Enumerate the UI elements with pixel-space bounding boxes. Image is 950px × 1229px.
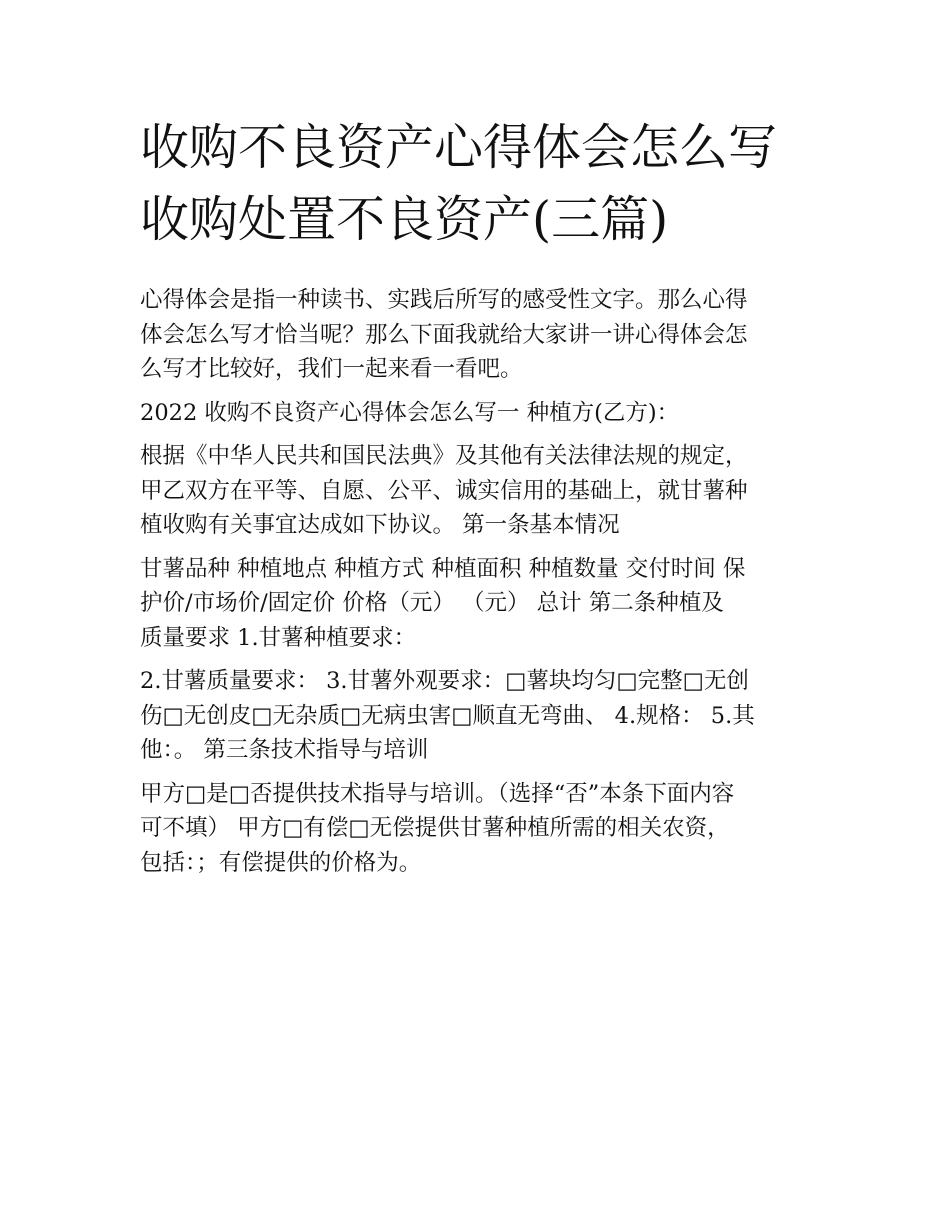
- paragraph-quality: [140, 664, 820, 768]
- paragraph-guidance: [140, 777, 820, 881]
- title-line-1: 收购不良资产心得体会怎么写: [140, 119, 778, 176]
- text-line: 2022 收购不良资产心得体会怎么写一 种植方(乙方)：: [140, 399, 680, 426]
- text-line: 伤□无创皮□无杂质□无病虫害□顺直无弯曲、 4.规格： 5.其: [140, 702, 755, 729]
- text-line: 包括：；有偿提供的价格为。: [140, 849, 422, 876]
- text-line: 可不填） 甲方□有偿□无偿提供甘薯种植所需的相关农资，: [140, 815, 730, 841]
- text-line: 他：。 第三条技术指导与培训: [140, 737, 429, 763]
- paragraph-section-heading: [140, 396, 820, 431]
- document-title: [140, 112, 820, 256]
- text-line: 么写才比较好，我们一起来看一看吧。: [140, 356, 523, 382]
- text-line: 2.甘薯质量要求： 3.甘薯外观要求：□薯块均匀□完整□无创: [140, 668, 749, 694]
- paragraph-agreement: [140, 439, 820, 543]
- text-line: 植收购有关事宜达成如下协议。 第一条基本情况: [140, 512, 620, 538]
- text-line: 甲乙双方在平等、自愿、公平、诚实信用的基础上，就甘薯种: [140, 477, 748, 504]
- text-line: 体会怎么写才恰当呢？那么下面我就给大家讲一讲心得体会怎: [140, 321, 748, 348]
- text-line: 质量要求 1.甘薯种植要求：: [140, 624, 417, 651]
- text-line: 甘薯品种 种植地点 种植方式 种植面积 种植数量 交付时间 保: [140, 555, 746, 582]
- text-line: 心得体会是指一种读书、实践后所写的感受性文字。那么心得: [140, 287, 748, 313]
- paragraph-basic-info: [140, 552, 820, 656]
- text-line: 甲方□是□否提供技术指导与培训。（选择“否”本条下面内容: [140, 780, 735, 807]
- document-body: [140, 283, 820, 889]
- paragraph-intro: [140, 283, 820, 387]
- text-line: 根据《中华人民共和国民法典》及其他有关法律法规的规定，: [140, 443, 748, 469]
- title-line-2: 收购处置不良资产(三篇): [140, 191, 669, 248]
- text-line: 护价/市场价/固定价 价格（元） （元） 总计 第二条种植及: [140, 590, 724, 616]
